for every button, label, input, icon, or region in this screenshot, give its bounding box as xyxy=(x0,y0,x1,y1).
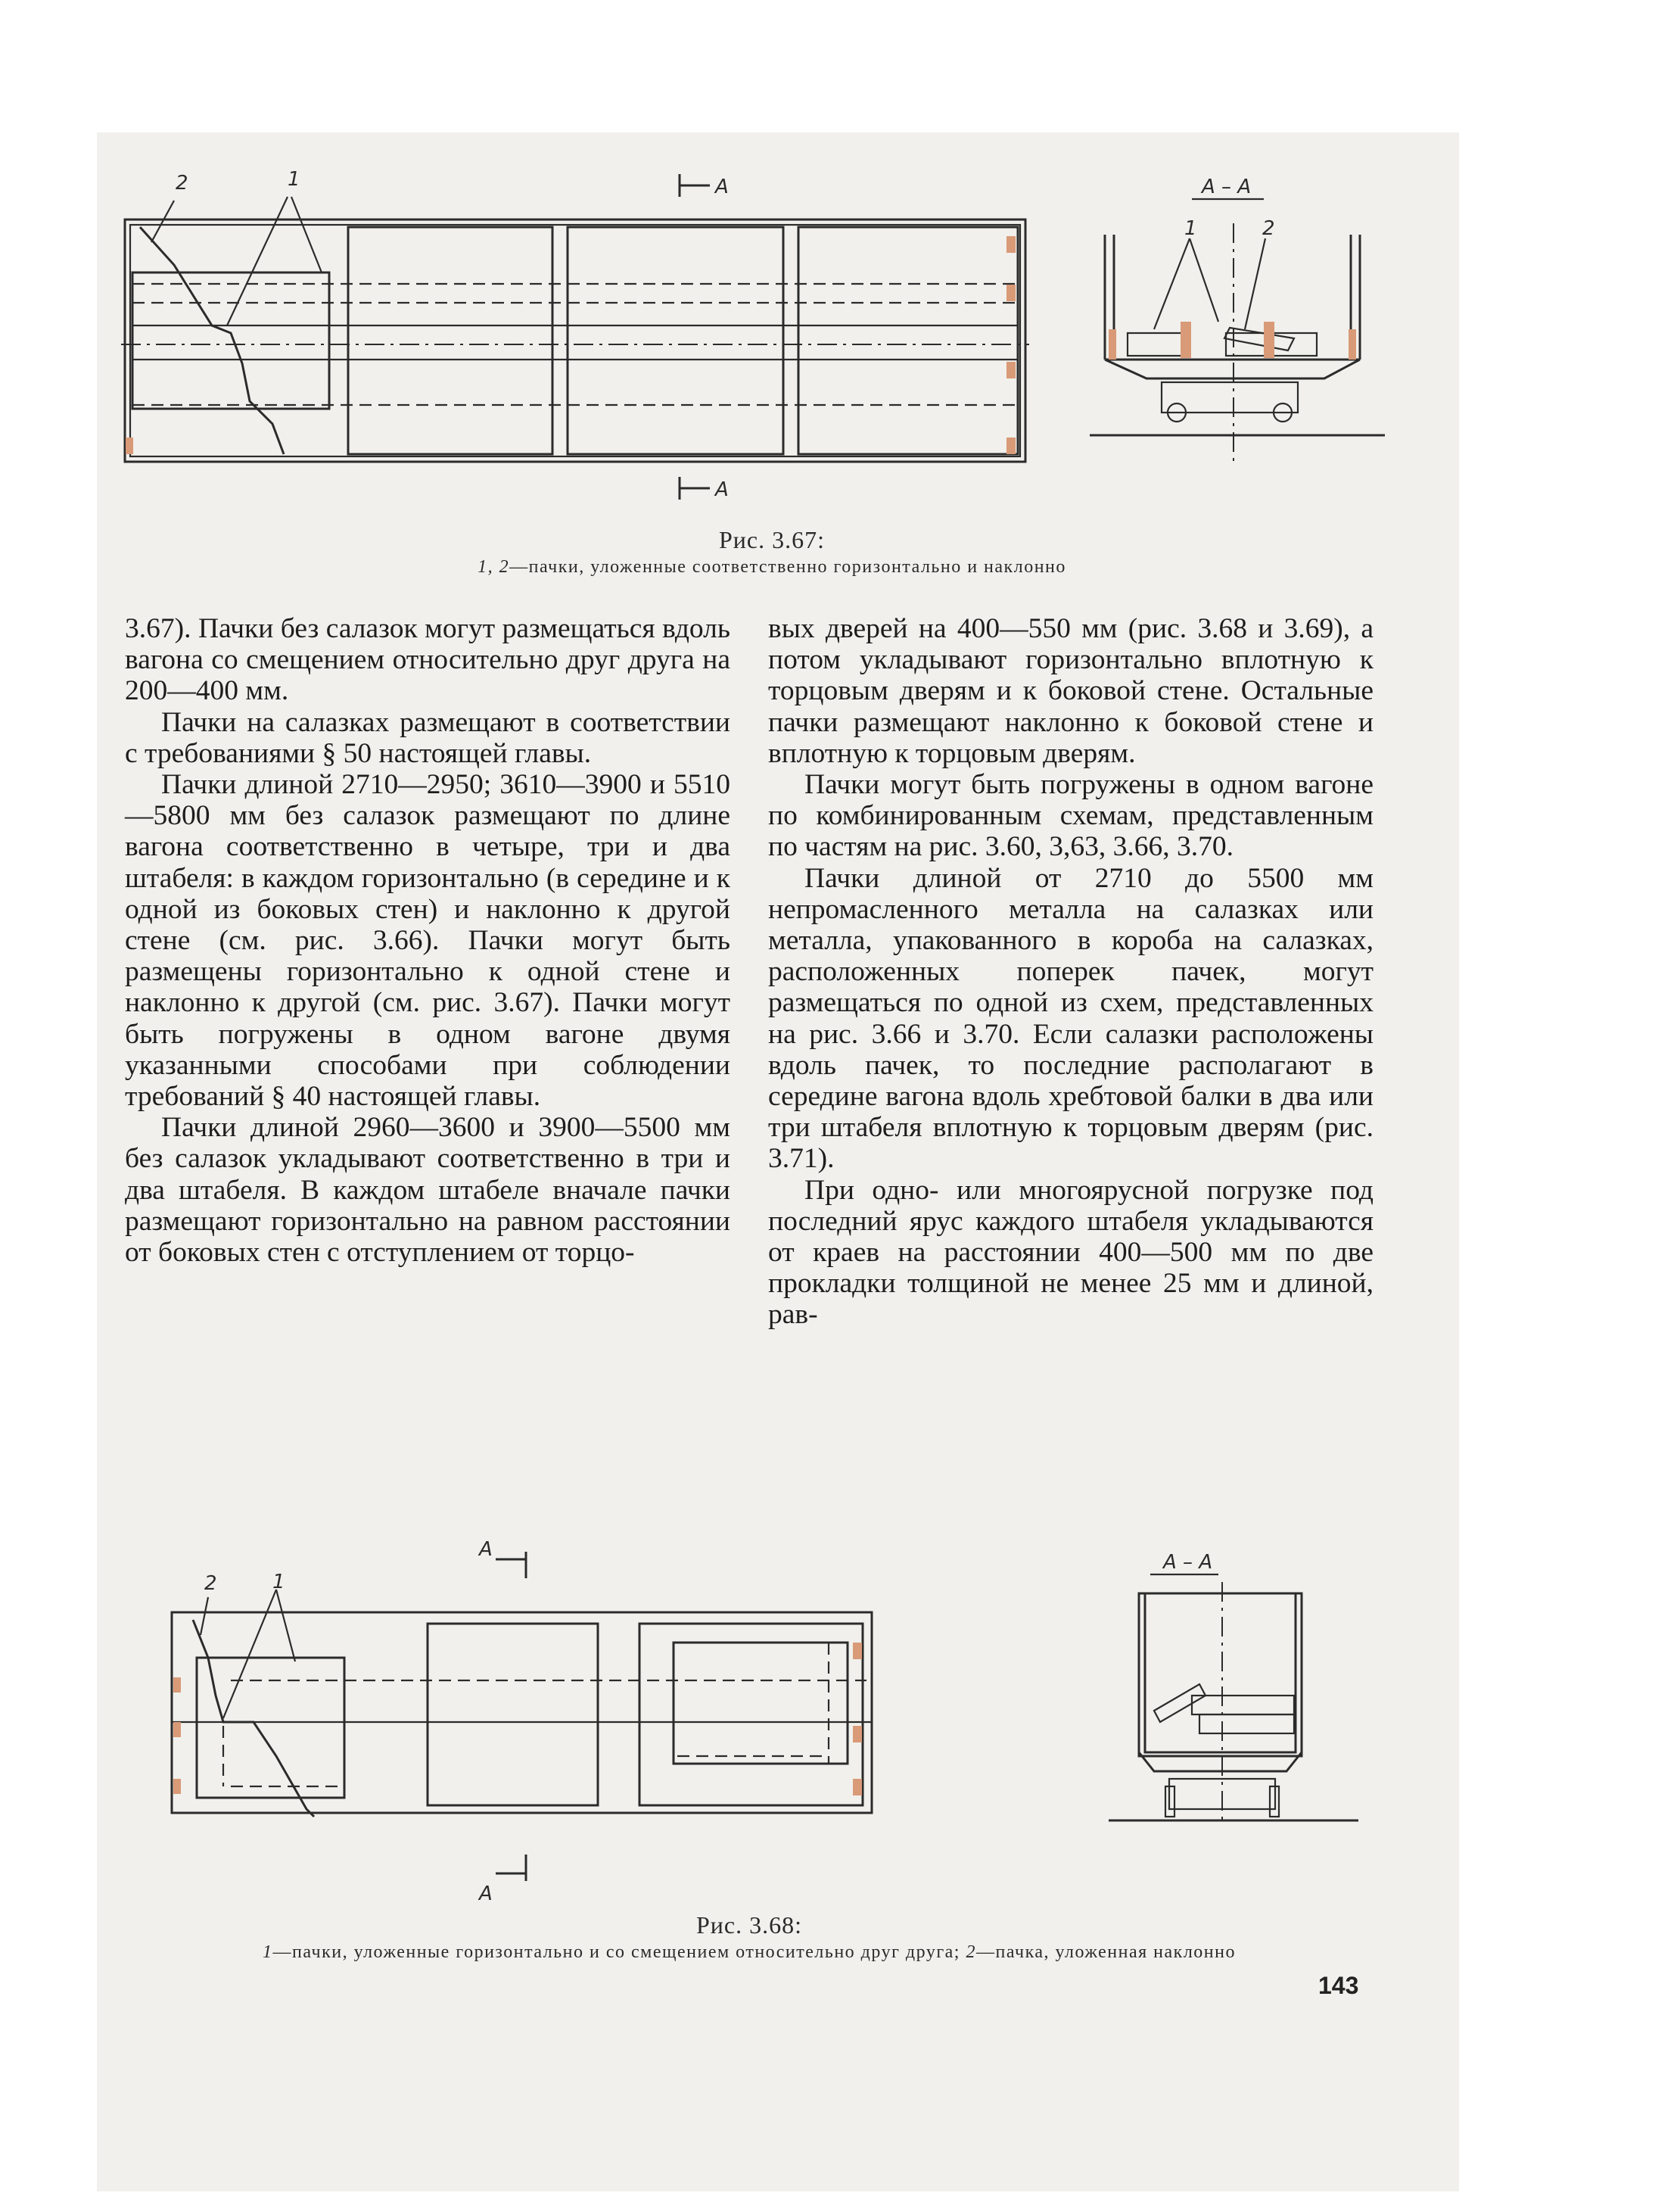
right-paragraph: вых дверей на 400—550 мм (рис. 3.68 и 3.69), а потом укладывают горизонтально вплотную к торцовым дверям и к боковой стене. Остальные пачки размещают наклонно к боковой стене и вплотную к торцовым дверям. xyxy=(768,613,1374,769)
fig367-section-top: A xyxy=(715,176,729,198)
fig367-caption-text xyxy=(227,557,1317,578)
right-paragraph: Пачки длиной от 2710 до 5500 мм непромасленного металла на салазках или металла, упакованного в короба на салазках, расположенных поперек пачек, могут размещаться по одной из схем, представленных на рис. 3.66 и 3.70. Если салазки расположены вдоль пачек, то последние располагают в середине вагона вдоль хребтовой балки в два или три штабеля вплотную к торцовым дверям (рис. 3.71). xyxy=(768,862,1374,1175)
figure-3-67-plan xyxy=(121,151,1029,515)
fig368-caption-text xyxy=(121,1942,1377,1963)
page-number: 143 xyxy=(1318,1972,1359,1999)
fig367-section-label-1: 1 xyxy=(1184,217,1197,240)
fig367-caption-title: Рис. 3.67: xyxy=(718,526,825,553)
fig368-label-1: 1 xyxy=(272,1571,285,1593)
figure-3-68-plan xyxy=(163,1537,882,1907)
fig368-caption-num2: 2 xyxy=(966,1942,976,1962)
figure-3-67-caption xyxy=(227,526,1317,578)
fig367-section-bottom: A xyxy=(715,478,729,501)
figure-3-68-section xyxy=(1109,1537,1358,1855)
fig368-caption-num1: 1 xyxy=(263,1942,273,1962)
right-paragraph: При одно- или многоярусной погрузке под последний ярус каждого штабеля укладываются от краев на расстоянии 400—500 мм по две прокладки толщиной не менее 25 мм и длиной, рав- xyxy=(768,1174,1374,1331)
left-paragraph: 3.67). Пачки без салазок могут размещаться вдоль вагона со смещением относительно друг друга на 200—400 мм. xyxy=(125,613,730,707)
left-column xyxy=(125,613,730,1268)
fig368-label-2: 2 xyxy=(204,1572,217,1595)
fig367-caption-nums: 1, 2 xyxy=(478,557,510,577)
right-column xyxy=(768,613,1374,1331)
fig368-section-bottom: A xyxy=(479,1883,493,1905)
fig367-label-2: 2 xyxy=(176,172,188,195)
fig367-section-title: А – А xyxy=(1202,176,1252,198)
fig367-section-label-2: 2 xyxy=(1262,217,1275,240)
fig368-caption-body1: —пачки, уложенные горизонтально и со смещением относительно друг друга; xyxy=(272,1942,966,1962)
fig367-caption-body: —пачки, уложенные соответственно горизонтально и наклонно xyxy=(509,557,1066,577)
left-paragraph: Пачки длиной 2710—2950; 3610—3900 и 5510—5800 мм без салазок размещают по длине вагона соответственно в четыре, три и два штабеля: в каждом горизонтально (в середине и к одной из боковых стен) и наклонно к другой стене (см. рис. 3.66). Пачки могут быть размещены горизонтально к одной стене и наклонно к другой (см. рис. 3.67). Пачки могут быть погружены в одном вагоне двумя указанными способами при соблюдении требований § 40 настоящей главы. xyxy=(125,769,730,1113)
left-paragraph: Пачки длиной 2960—3600 и 3900—5500 мм без салазок укладывают соответственно в три и два штабеля. В каждом штабеле вначале пачки размещают горизонтально на равном расстоянии от боковых стен с отступлением от торцо- xyxy=(125,1112,730,1269)
figure-3-68-caption xyxy=(121,1911,1377,1963)
left-paragraph: Пачки на салазках размещают в соответствии с требованиями § 50 настоящей главы. xyxy=(125,706,730,769)
fig368-caption-body2: —пачка, уложенная наклонно xyxy=(975,1942,1236,1962)
right-paragraph: Пачки могут быть погружены в одном вагоне по комбинированным схемам, представленным по частям на рис. 3.60, 3,63, 3.66, 3.70. xyxy=(768,769,1374,863)
fig368-section-title: А – А xyxy=(1163,1551,1213,1574)
fig367-label-1: 1 xyxy=(288,168,300,191)
figure-3-67-section xyxy=(1090,170,1385,473)
fig368-caption-title: Рис. 3.68: xyxy=(695,1911,802,1939)
fig368-section-top: A xyxy=(479,1538,493,1561)
